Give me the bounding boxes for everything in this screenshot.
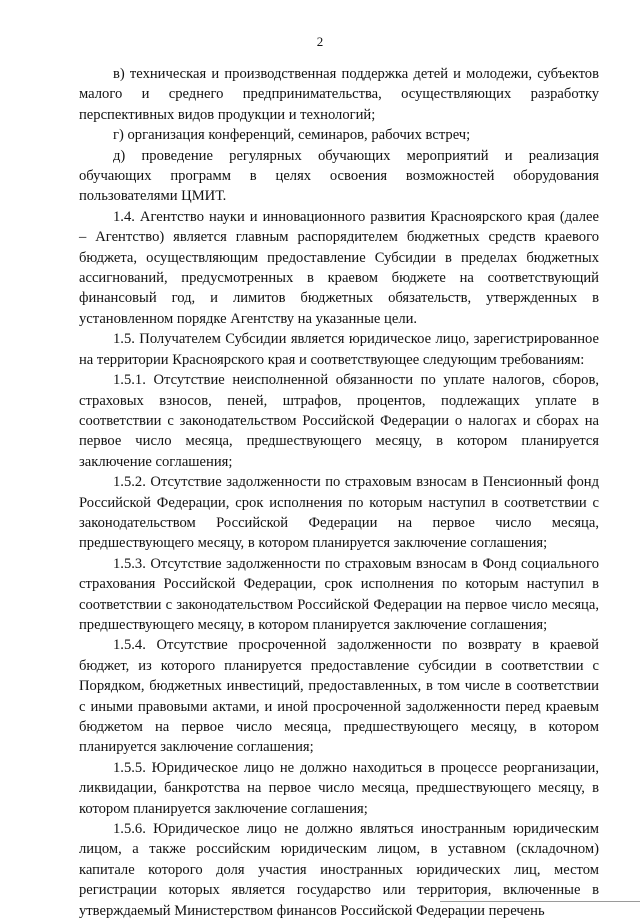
paragraph-1-4: 1.4. Агентство науки и инновационного развития Красноярского края (далее – Агентство) является главным распорядителем бюджетных средств краевого бюджета, осуществляющим предоставление Субсидии в пределах бюджетных ассигнований, предусмотренных в краевом бюджете на соответствующий финансовый год, и лимитов бюджетных обязательств, утвержденных в установленном порядке Агентству на указанные цели. (79, 208, 599, 327)
paragraph-1-5-2: 1.5.2. Отсутствие задолженности по страховым взносам в Пенсионный фонд Российской Федерации, срок исполнения по которым наступил в соответствии с законодательством Российской Федерации на первое число месяца, предшествующего месяцу, в котором планируется заключение соглашения; (79, 474, 599, 552)
paragraph-1-5-1: 1.5.1. Отсутствие неисполненной обязанности по уплате налогов, сборов, страховых взносов, пеней, штрафов, процентов, подлежащих уплате в соответствии с законодательством Российской Федерации о налогах и сборах на первое число месяца, предшествующего месяцу, в котором планируется заключение соглашения; (79, 372, 599, 470)
scan-edge-line (440, 901, 640, 902)
document-body (79, 64, 599, 921)
page-number: 2 (316, 34, 324, 49)
paragraph-1-5-5: 1.5.5. Юридическое лицо не должно находиться в процессе реорганизации, ликвидации, банкротства на первое число месяца, предшествующего месяцу, в котором планируется заключение соглашения; (79, 759, 599, 817)
paragraph-1-5-3: 1.5.3. Отсутствие задолженности по страховым взносам в Фонд социального страхования Российской Федерации, срок исполнения по которым наступил в соответствии с законодательством Российской Федерации на первое число месяца, предшествующего месяцу, в котором планируется заключение соглашения; (79, 555, 599, 633)
paragraph-1-5: 1.5. Получателем Субсидии является юридическое лицо, зарегистрированное на территории Красноярского края и соответствующее следующим требованиям: (79, 331, 599, 368)
paragraph-item-g: г) организация конференций, семинаров, рабочих встреч; (113, 127, 471, 144)
paragraph-1-5-4: 1.5.4. Отсутствие просроченной задолженности по возврату в краевой бюджет, из которого планируется предоставление субсидии в соответствии с Порядком, бюджетных инвестиций, предоставленных, в том числе в соответствии с иными правовыми актами, и иной просроченной задолженности перед краевым бюджетом на первое число месяца, предшествующего месяцу, в котором планируется заключение соглашения; (79, 637, 599, 756)
paragraph-item-d: д) проведение регулярных обучающих мероприятий и реализация обучающих программ в целях освоения возможностей оборудования пользователями ЦМИТ. (79, 147, 599, 205)
paragraph-item-v: в) техническая и производственная поддержка детей и молодежи, субъектов малого и среднего предпринимательства, осуществляющих разработку перспективных видов продукции и технологий; (79, 66, 599, 123)
paragraph-1-5-6: 1.5.6. Юридическое лицо не должно являться иностранным юридическим лицом, а также российским юридическим лицом, в уставном (складочном) капитале которого доля участия иностранных юридических лиц, местом регистрации которых является государство или территория, включенные в утверждаемый Министерством финансов Российской Федерации перечень (79, 821, 599, 919)
